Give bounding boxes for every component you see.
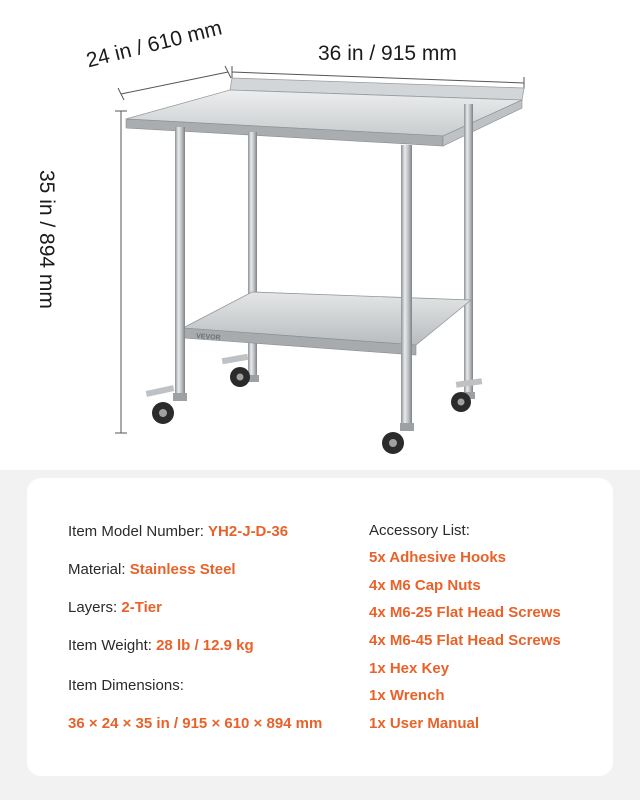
spec-dimensions-value: 36 × 24 × 35 in / 915 × 610 × 894 mm: [68, 715, 323, 732]
spec-material: [68, 560, 236, 580]
accessory-list: [369, 548, 561, 742]
accessory-item: 1x Wrench: [369, 687, 445, 705]
spec-dimensions: [68, 676, 184, 696]
height-dimension-label: 35 in / 894 mm: [35, 170, 58, 309]
accessory-item: 4x M6-45 Flat Head Screws: [369, 632, 561, 650]
brand-mark: VEVOR: [195, 333, 221, 342]
accessory-item: 4x M6-25 Flat Head Screws: [369, 604, 561, 622]
spec-layers: [68, 598, 162, 618]
accessory-item: 1x User Manual: [369, 715, 480, 733]
depth-dimension-line: [121, 72, 228, 94]
accessory-item: 1x Hex Key: [369, 659, 450, 677]
spec-layers-value: 2-Tier: [121, 599, 162, 616]
accessory-list-title: Accessory List:: [369, 522, 470, 539]
accessory-item: 4x M6 Cap Nuts: [369, 576, 481, 594]
spec-weight-value: 28 lb / 12.9 kg: [156, 637, 254, 654]
front-left-leg: [175, 127, 185, 395]
spec-weight-label: Item Weight:: [68, 637, 157, 654]
back-right-leg: [464, 104, 473, 394]
accessory-item: 5x Adhesive Hooks: [369, 549, 506, 566]
spec-model-value: YH2-J-D-36: [208, 523, 289, 540]
spec-weight: [68, 636, 254, 656]
caster-back-right: [451, 378, 482, 412]
spec-dimensions-value-row: [68, 714, 322, 734]
spec-model: [68, 522, 288, 542]
caster-front-right: [382, 423, 414, 454]
depth-dimension-label: 24 in / 610 mm: [84, 16, 225, 73]
spec-material-value: Stainless Steel: [129, 561, 236, 578]
spec-model-label: Item Model Number:: [68, 523, 209, 540]
spec-material-label: Material:: [68, 561, 130, 578]
width-dimension-label: 36 in / 915 mm: [318, 42, 457, 65]
spec-dimensions-label: Item Dimensions:: [68, 677, 184, 694]
front-right-leg: [401, 145, 412, 425]
spec-card: [27, 478, 613, 776]
spec-layers-label: Layers:: [68, 599, 122, 616]
